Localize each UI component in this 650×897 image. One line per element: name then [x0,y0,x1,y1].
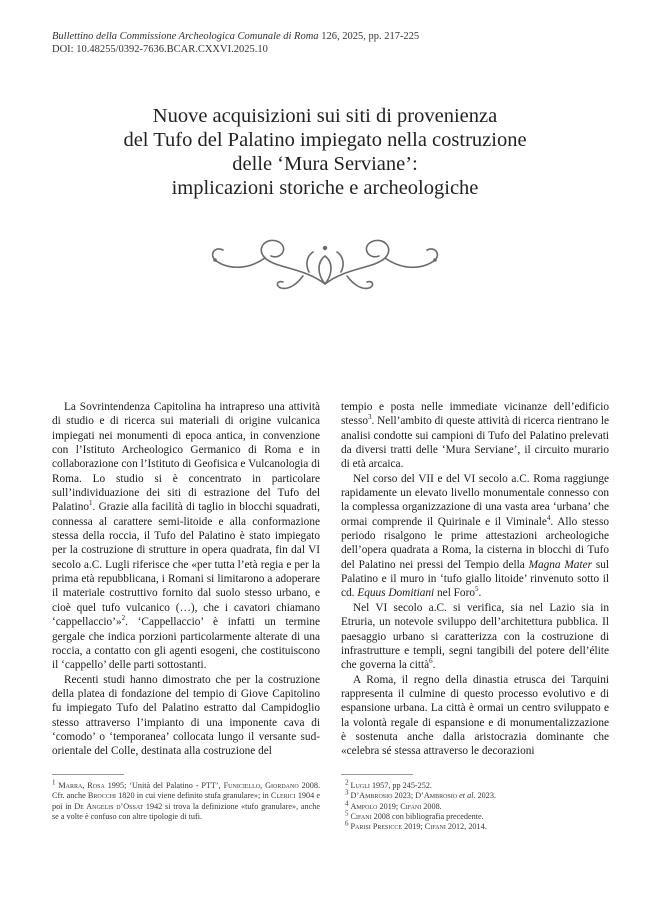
footnote: $^4$ Ampolo 2019; Cifani 2008. [345,798,442,811]
paragraph: tempio e posta nelle immediate vicinanze dell’edificio stesso$^3$. Nell’ambito di queste attività di ricerca rientrano le analisi condotte sui campioni di Tufo del Palatino prelevati da diversi tratti delle ‘Mura Serviane’, il circuito murario di età arcaica. [341,401,609,471]
body-column-right [341,400,609,759]
title-line-1: Nuove acquisizioni sui siti di provenienza [152,105,498,127]
footnote: $^5$ Cifani 2008 con bibliografia precedente. [345,809,484,821]
title-line-3: delle ‘Mura Serviane’: [232,153,418,175]
footnote-separator [52,774,124,775]
journal-name: Bullettino della Commissione Archeologica Comunale di Roma [52,31,319,42]
paragraph: A Roma, il regno della dinastia etrusca dei Tarquini rappresenta il culmine di questo processo evolutivo e di espansione urbana. La città è ormai un centro sviluppato e la volontà regale di espansione e di monumentalizzazione è sostenuta anche dalla aristocrazia dominante che «celebra sé stessa attraverso le decorazioni [341,673,609,758]
article-title [40,104,610,200]
footnote-ref[interactable]: 6 [429,657,433,666]
footnote-ref[interactable]: 4 [546,513,551,522]
decorative-flourish-ornament [205,228,445,300]
footnote: $^3$ D’Ambrosio 2023; D’Ambrosio et al. 2023. [345,788,496,801]
title-line-2: del Tufo del Palatino impiegato nella costruzione [123,129,527,151]
footnote-separator [341,774,413,775]
running-header [52,30,419,56]
paragraph: La Sovrintendenza Capitolina ha intrapreso una attività di studio e di ricerca sui materiali di origine vulcanica impiegati nei monumenti di epoca antica, in convenzione con l’Istituto Archeologico Germanico di Roma e in collaborazione con l’Istituto di Geofisica e Vulcanologia di Roma. Lo studio si è concentrato in particolare sull’individuazione dei siti di estrazione del Tufo del Palatino$^1$. Grazie alla facilità di taglio in blocchi squadrati, connessa al carattere semi-litoide e alla conformazione stessa della roccia, il Tufo del Palatino è stato impiegato per la costruzione di strutture in opera quadrata, fin dal VI secolo a.C. Lugli riferisce che «per tutta l’età regia e per la prima età repubblicana, i Romani si limitarono a adoperare il materiale costruttivo fornito dal suolo stesso urbano, e cioè quel tufo vulcanico (…), che i cavatori chiamano ‘cappellaccio’»$^2$. ‘Cappellaccio’ è infatti un termine gergale che indica porzioni particolarmente alterate di una roccia, a contatto con gli agenti esogeni, che costituiscono il ‘cappello’ delle parti sottostanti. [52,401,320,672]
title-line-4: implicazioni storiche e archeologiche [171,177,479,199]
paragraph: Nel corso del VII e del VI secolo a.C. Roma raggiunge rapidamente un elevato livello monumentale connesso con la complessa organizzazione di una vasta area ‘urbana’ che ormai comprende il Quirinale e il Viminale$^4$. Allo stesso periodo risalgono le prime attestazioni archeologiche dell’opera quadrata a Roma, la cisterna in blocchi di Tufo del Palatino nei pressi del Tempio della Magna Mater sul Palatino e il muro in ‘tufo giallo litoide’ rinvenuto sotto il cd. Equus Domitiani nel Foro$^5$. [341,472,610,600]
paragraph: Nel VI secolo a.C. si verifica, sia nel Lazio sia in Etruria, un notevole sviluppo dell’architettura pubblica. Il paesaggio urbano si caratterizza con la costruzione di infrastrutture e templi, segni tangibili del potere dell’élite che governa la città$^6$. [341,601,609,672]
journal-volume: 126, 2025, pp. 217-225 [321,31,420,42]
footnotes-left [52,778,320,822]
footnote: $^2$ Lugli 1957, pp 245-252. [345,778,432,790]
footnote: $^6$ Parisi Presicce 2019; Cifani 2012, 2014. [345,819,487,832]
body-column-left [52,400,320,759]
footnote-ref[interactable]: 3 [368,413,372,422]
footnotes-right [345,778,609,832]
footnote-ref[interactable]: 5 [475,585,479,594]
doi: DOI: 10.48255/0392-7636.BCAR.CXXVI.2025.10 [52,44,268,55]
footnote: $^1$ Marra, Rosa 1995; ‘Unità del Palatino - PTT’, Funiciello, Giordano 2008. Cfr. anche Brocchi 1820 in cui viene definito stufa granulare»; in Clerici 1904 e poi in De Angelis d’Ossat 1942 si trova la definizione «tufo granulare», anche se a volte è confuso con altre tipologie di tufi. [52,778,320,821]
paragraph: Recenti studi hanno dimostrato che per la costruzione della platea di fondazione del tempio di Giove Capitolino fu impiegato Tufo del Palatino estratto dal Campidoglio stesso attraverso l’impianto di una imponente cava di ‘comodo’ o ‘temporanea’ collocata lungo il versante sud-orientale del Colle, destinata alla costruzione del [52,673,320,758]
footnote-ref[interactable]: 2 [121,614,126,623]
journal-citation [52,30,419,43]
footnote-ref[interactable]: 1 [89,499,93,508]
